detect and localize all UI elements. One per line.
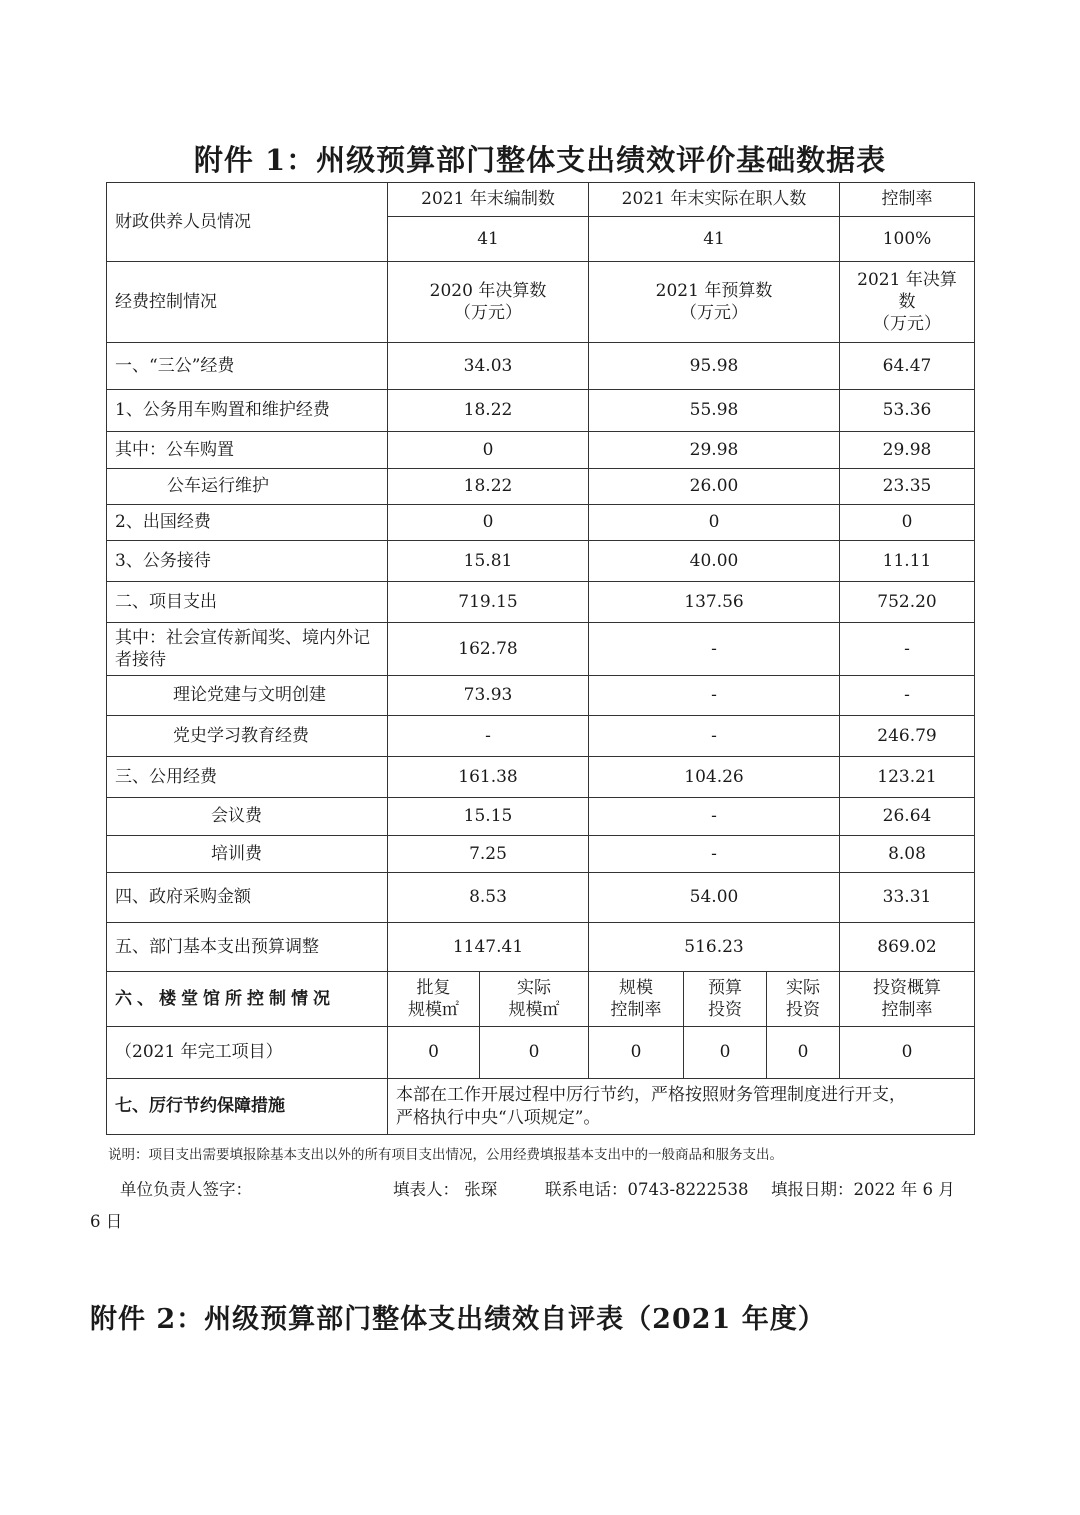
header-actual-investment: 实际 投资 bbox=[767, 972, 840, 1027]
cell-2020-final: 73.93 bbox=[388, 676, 589, 716]
cell-2020-final: 1147.41 bbox=[388, 923, 589, 972]
cell-2021-budget: - bbox=[589, 676, 840, 716]
cell-2021-budget: - bbox=[589, 836, 840, 873]
table-row bbox=[107, 873, 975, 923]
actual-staff-value: 41 bbox=[589, 217, 840, 262]
table-row bbox=[107, 432, 975, 469]
header-2021-budget: 2021 年预算数 （万元） bbox=[589, 262, 840, 343]
cell-2021-final: - bbox=[840, 623, 975, 676]
cell-2021-final: 29.98 bbox=[840, 432, 975, 469]
cell-2021-final: 246.79 bbox=[840, 716, 975, 757]
row-label: 党史学习教育经费 bbox=[107, 716, 388, 757]
control-rate-value: 100% bbox=[840, 217, 975, 262]
row-label: 会议费 bbox=[107, 798, 388, 836]
building-sublabel: （2021 年完工项目） bbox=[107, 1027, 388, 1079]
row-label: 三、公用经费 bbox=[107, 757, 388, 798]
cell-2021-final: 64.47 bbox=[840, 343, 975, 390]
saving-measures-text: 本部在工作开展过程中厉行节约，严格按照财务管理制度进行开支， 严格执行中央“八项规定”。 bbox=[388, 1079, 975, 1135]
cell-2021-final: 123.21 bbox=[840, 757, 975, 798]
row-label: 其中：公车购置 bbox=[107, 432, 388, 469]
table-row bbox=[107, 716, 975, 757]
cell-2020-final: 18.22 bbox=[388, 390, 589, 432]
scale-control-rate-value: 0 bbox=[589, 1027, 684, 1079]
cell-2021-budget: 137.56 bbox=[589, 582, 840, 623]
cell-2020-final: 161.38 bbox=[388, 757, 589, 798]
basic-data-table bbox=[106, 182, 975, 1135]
cell-2021-budget: - bbox=[589, 798, 840, 836]
cell-2021-budget: 55.98 bbox=[589, 390, 840, 432]
staff-label: 财政供养人员情况 bbox=[107, 183, 388, 262]
date-label: 填报日期：2022 年 6 月 bbox=[771, 1180, 955, 1199]
cell-2020-final: 15.81 bbox=[388, 541, 589, 582]
cell-2020-final: 162.78 bbox=[388, 623, 589, 676]
cell-2021-budget: 40.00 bbox=[589, 541, 840, 582]
investment-control-rate-value: 0 bbox=[840, 1027, 975, 1079]
row-label: 一、“三公”经费 bbox=[107, 343, 388, 390]
cell-2021-budget: 0 bbox=[589, 505, 840, 541]
cell-2021-budget: 516.23 bbox=[589, 923, 840, 972]
actual-scale-value: 0 bbox=[480, 1027, 589, 1079]
header-approved-scale: 批复 规模㎡ bbox=[388, 972, 480, 1027]
cell-2020-final: 18.22 bbox=[388, 469, 589, 505]
table-row bbox=[107, 676, 975, 716]
table-row bbox=[107, 836, 975, 873]
cell-2020-final: - bbox=[388, 716, 589, 757]
cell-2020-final: 0 bbox=[388, 505, 589, 541]
cell-2021-final: 33.31 bbox=[840, 873, 975, 923]
cell-2021-budget: - bbox=[589, 716, 840, 757]
table-row bbox=[107, 582, 975, 623]
cell-2021-final: 23.35 bbox=[840, 469, 975, 505]
signer-label: 单位负责人签字： bbox=[120, 1180, 252, 1199]
cell-2021-final: 869.02 bbox=[840, 923, 975, 972]
staffing-quota-value: 41 bbox=[388, 217, 589, 262]
header-actual-staff: 2021 年末实际在职人数 bbox=[589, 183, 840, 217]
cell-2021-budget: 95.98 bbox=[589, 343, 840, 390]
cell-2021-final: 11.11 bbox=[840, 541, 975, 582]
fund-control-label: 经费控制情况 bbox=[107, 262, 388, 343]
header-actual-scale: 实际 规模㎡ bbox=[480, 972, 589, 1027]
phone-label: 联系电话：0743-8222538 bbox=[545, 1180, 749, 1199]
table-row bbox=[107, 798, 975, 836]
actual-investment-value: 0 bbox=[767, 1027, 840, 1079]
building-control-label: 六、楼堂馆所控制情况 bbox=[107, 972, 388, 1027]
table-note: 说明：项目支出需要填报除基本支出以外的所有项目支出情况，公用经费填报基本支出中的一般商品和服务支出。 bbox=[108, 1147, 783, 1163]
table-row bbox=[107, 505, 975, 541]
cell-2020-final: 0 bbox=[388, 432, 589, 469]
saving-measures-label: 七、厉行节约保障措施 bbox=[107, 1079, 388, 1135]
row-label: 2、出国经费 bbox=[107, 505, 388, 541]
cell-2021-final: 8.08 bbox=[840, 836, 975, 873]
row-label: 五、部门基本支出预算调整 bbox=[107, 923, 388, 972]
header-investment-control-rate: 投资概算 控制率 bbox=[840, 972, 975, 1027]
cell-2021-final: 53.36 bbox=[840, 390, 975, 432]
row-label: 培训费 bbox=[107, 836, 388, 873]
cell-2020-final: 34.03 bbox=[388, 343, 589, 390]
row-label: 理论党建与文明创建 bbox=[107, 676, 388, 716]
table-row bbox=[107, 923, 975, 972]
filler-label: 填表人： 张琛 bbox=[393, 1180, 498, 1199]
table-row bbox=[107, 757, 975, 798]
table-row bbox=[107, 623, 975, 676]
row-label: 公车运行维护 bbox=[107, 469, 388, 505]
budget-investment-value: 0 bbox=[684, 1027, 767, 1079]
header-scale-control-rate: 规模 控制率 bbox=[589, 972, 684, 1027]
approved-scale-value: 0 bbox=[388, 1027, 480, 1079]
cell-2021-final: 0 bbox=[840, 505, 975, 541]
header-control-rate: 控制率 bbox=[840, 183, 975, 217]
cell-2021-budget: - bbox=[589, 623, 840, 676]
table-row bbox=[107, 469, 975, 505]
header-staffing-quota: 2021 年末编制数 bbox=[388, 183, 589, 217]
row-label: 四、政府采购金额 bbox=[107, 873, 388, 923]
cell-2021-budget: 54.00 bbox=[589, 873, 840, 923]
row-label: 1、公务用车购置和维护经费 bbox=[107, 390, 388, 432]
header-budget-investment: 预算 投资 bbox=[684, 972, 767, 1027]
cell-2021-final: 752.20 bbox=[840, 582, 975, 623]
cell-2020-final: 15.15 bbox=[388, 798, 589, 836]
cell-2020-final: 719.15 bbox=[388, 582, 589, 623]
table-row bbox=[107, 390, 975, 432]
header-2020-final: 2020 年决算数 （万元） bbox=[388, 262, 589, 343]
cell-2021-budget: 29.98 bbox=[589, 432, 840, 469]
page-title: 附件 1：州级预算部门整体支出绩效评价基础数据表 bbox=[193, 143, 887, 177]
table-row bbox=[107, 541, 975, 582]
cell-2020-final: 7.25 bbox=[388, 836, 589, 873]
table-row bbox=[107, 343, 975, 390]
cell-2021-final: - bbox=[840, 676, 975, 716]
date-continued: 6 日 bbox=[90, 1212, 123, 1231]
appendix-2-title: 附件 2：州级预算部门整体支出绩效自评表（2021 年度） bbox=[90, 1304, 826, 1335]
row-label: 二、项目支出 bbox=[107, 582, 388, 623]
cell-2021-budget: 104.26 bbox=[589, 757, 840, 798]
cell-2021-budget: 26.00 bbox=[589, 469, 840, 505]
row-label: 3、公务接待 bbox=[107, 541, 388, 582]
cell-2021-final: 26.64 bbox=[840, 798, 975, 836]
row-label: 其中：社会宣传新闻奖、境内外记 者接待 bbox=[107, 623, 388, 676]
cell-2020-final: 8.53 bbox=[388, 873, 589, 923]
header-2021-final: 2021 年决算 数 （万元） bbox=[840, 262, 975, 343]
